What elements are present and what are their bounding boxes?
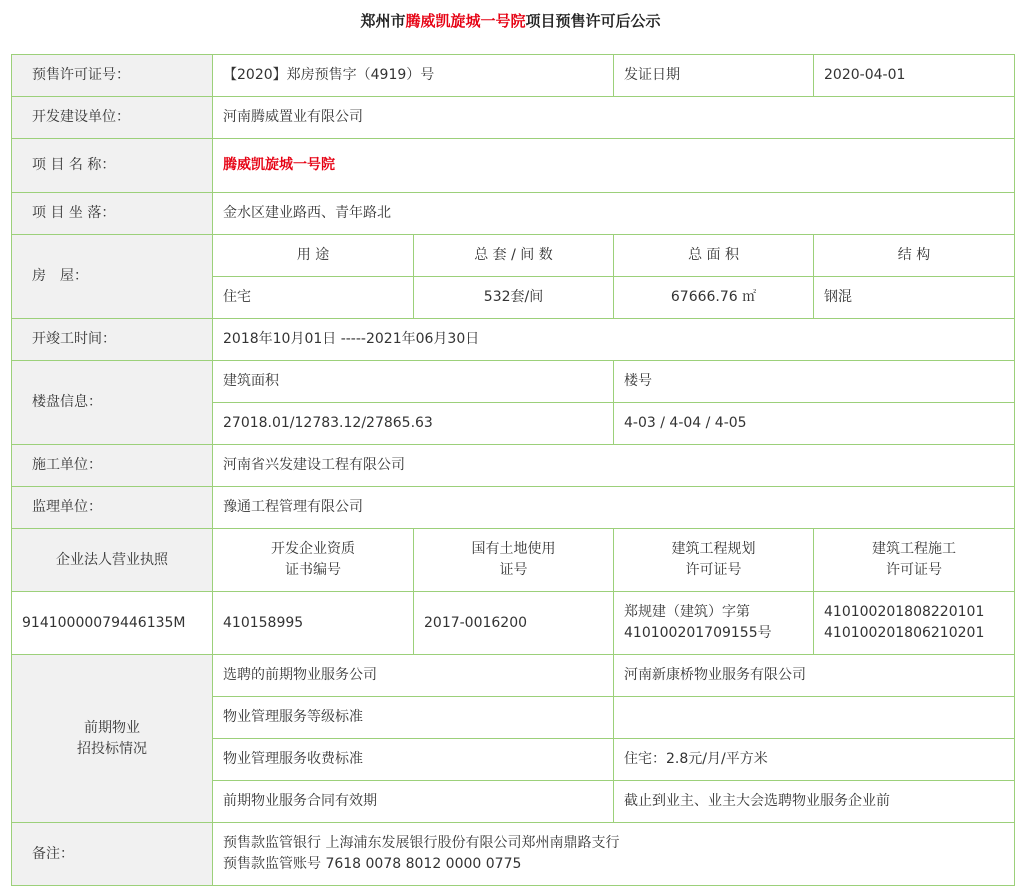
building-number-label: 楼号 (614, 361, 1015, 403)
planning-value-line1: 郑规建（建筑）字第 (624, 604, 751, 620)
building-number-value: 4-03 / 4-04 / 4-05 (614, 403, 1015, 445)
housing-header-use: 用 途 (213, 235, 414, 277)
building-area-label: 建筑面积 (213, 361, 614, 403)
housing-label: 房 屋： (12, 235, 213, 319)
location-row (12, 193, 1015, 235)
license-value-row (12, 592, 1015, 655)
contractor-label: 施工单位： (12, 445, 213, 487)
period-value: 2018年10月01日 -----2021年06月30日 (213, 319, 1015, 361)
building-info-header-row (12, 361, 1015, 403)
housing-header-units: 总 套 / 间 数 (414, 235, 614, 277)
supervisor-value: 豫通工程管理有限公司 (213, 487, 1015, 529)
property-mgmt-value: 截止到业主、业主大会选聘物业服务企业前 (614, 781, 1015, 823)
developer-label: 开发建设单位： (12, 97, 213, 139)
qualification-value: 410158995 (213, 592, 414, 655)
presale-permit-table (11, 54, 1015, 886)
planning-header (614, 529, 814, 592)
housing-header-structure: 结 构 (814, 235, 1015, 277)
land-header-line1: 国有土地使用 (471, 541, 556, 557)
property-mgmt-item: 前期物业服务合同有效期 (213, 781, 614, 823)
housing-header-row (12, 235, 1015, 277)
property-mgmt-value (614, 697, 1015, 739)
construction-permit-value (814, 592, 1015, 655)
qualification-header (213, 529, 414, 592)
property-mgmt-label-line1: 前期物业 (84, 719, 140, 736)
business-license-value: 91410000079446135M (12, 592, 213, 655)
title-suffix: 项目预售许可后公示 (525, 12, 661, 30)
contractor-value: 河南省兴发建设工程有限公司 (213, 445, 1015, 487)
qualification-header-line1: 开发企业资质 (271, 541, 355, 557)
contractor-row (12, 445, 1015, 487)
permit-value: 【2020】郑房预售字（4919）号 (213, 55, 614, 97)
remarks-value (213, 823, 1015, 886)
remarks-line1: 预售款监管银行 上海浦东发展银行股份有限公司郑州南鼎路支行 (223, 835, 620, 851)
housing-area: 67666.76 ㎡ (614, 277, 814, 319)
property-mgmt-label-line2: 招投标情况 (77, 740, 147, 757)
construction-permit-header-line2: 许可证号 (886, 562, 943, 578)
planning-value-line2: 410100201709155号 (624, 625, 772, 641)
property-mgmt-item: 物业管理服务收费标准 (213, 739, 614, 781)
building-area-value: 27018.01/12783.12/27865.63 (213, 403, 614, 445)
period-row (12, 319, 1015, 361)
license-header-row (12, 529, 1015, 592)
housing-structure: 钢混 (814, 277, 1015, 319)
project-name-value: 腾威凯旋城一号院 (213, 139, 1015, 193)
planning-value (614, 592, 814, 655)
business-license-label: 企业法人营业执照 (12, 529, 213, 592)
supervisor-row (12, 487, 1015, 529)
qualification-header-line2: 证书编号 (285, 562, 341, 578)
remarks-row (12, 823, 1015, 886)
project-name-label: 项 目 名 称： (12, 139, 213, 193)
period-label: 开竣工时间： (12, 319, 213, 361)
developer-row (12, 97, 1015, 139)
land-header (414, 529, 614, 592)
housing-use: 住宅 (213, 277, 414, 319)
property-mgmt-item: 物业管理服务等级标准 (213, 697, 614, 739)
remarks-line2: 预售款监管账号 7618 0078 8012 0000 0775 (223, 856, 522, 872)
developer-value: 河南腾威置业有限公司 (213, 97, 1015, 139)
permit-label: 预售许可证号： (12, 55, 213, 97)
title-city: 郑州市 (360, 12, 406, 30)
property-mgmt-label (12, 655, 213, 823)
building-info-label: 楼盘信息： (12, 361, 213, 445)
location-label: 项 目 坐 落： (12, 193, 213, 235)
construction-permit-header-line1: 建筑工程施工 (872, 541, 957, 557)
housing-units: 532套/间 (414, 277, 614, 319)
construction-permit-header (814, 529, 1015, 592)
property-mgmt-item: 选聘的前期物业服务公司 (213, 655, 614, 697)
property-mgmt-row (12, 655, 1015, 697)
planning-header-line2: 许可证号 (685, 562, 742, 578)
construction-permit-value-line1: 410100201808220101 (824, 604, 985, 620)
planning-header-line1: 建筑工程规划 (671, 541, 756, 557)
property-mgmt-value: 河南新康桥物业服务有限公司 (614, 655, 1015, 697)
land-value: 2017-0016200 (414, 592, 614, 655)
land-header-line2: 证号 (499, 562, 528, 578)
property-mgmt-value: 住宅：2.8元/月/平方米 (614, 739, 1015, 781)
construction-permit-value-line2: 410100201806210201 (824, 625, 985, 641)
page-title (0, 10, 1021, 31)
issue-date-label: 发证日期 (614, 55, 814, 97)
project-name-row (12, 139, 1015, 193)
issue-date-value: 2020-04-01 (814, 55, 1015, 97)
title-project-name: 腾威凯旋城一号院 (405, 12, 526, 30)
permit-row (12, 55, 1015, 97)
housing-header-area: 总 面 积 (614, 235, 814, 277)
location-value: 金水区建业路西、青年路北 (213, 193, 1015, 235)
remarks-label: 备注： (12, 823, 213, 886)
supervisor-label: 监理单位： (12, 487, 213, 529)
